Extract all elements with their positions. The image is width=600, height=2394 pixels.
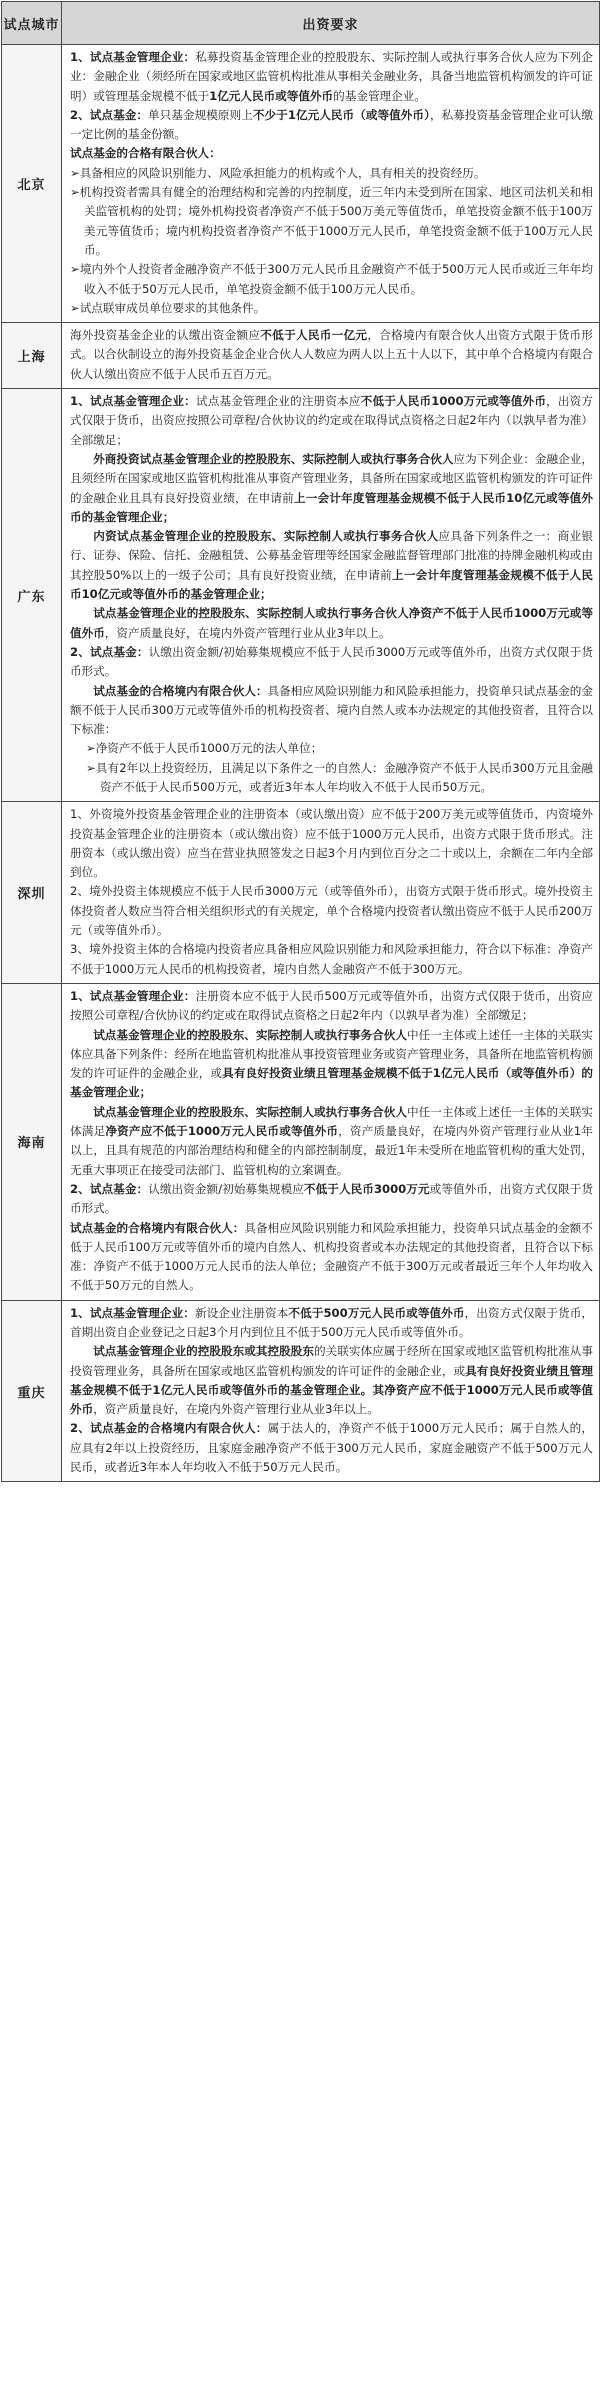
table-header-row <box>2 2 600 45</box>
text: 单只基金规模原则上 <box>148 107 253 122</box>
requirement-cell <box>62 983 600 1300</box>
requirement-paragraph <box>70 604 593 643</box>
bold-text: 不低于500万元人民币或等值外币 <box>288 1305 465 1320</box>
text: 2、境外投资主体规模应不低于人民币3000万元（或等值外币），出资方式限于货币形式。境外投资主体投资者人数应当符合相关组织形式的有关规定，单个合格境内投资者认缴出资应不低于人民币200万元（或等值外币）。 <box>70 884 593 938</box>
text: 中任一主体或上述任一主体的关联实体应具备下列条件：经所在地监管机构批准从事投资管理业务或资产管理业务，具备所在地监管机构颁发的许可证件的金融企业，或 <box>70 1027 593 1081</box>
table-row <box>2 983 600 1300</box>
text: ，出资方式仅限于货币，首期出资自企业登记之日起3个月内到位且不低于500万元人民币或等值外币。 <box>70 1305 593 1339</box>
requirement-paragraph <box>70 1219 593 1296</box>
bold-text: 不低于人民币一亿元 <box>260 328 368 343</box>
bold-text: 具有良好投资业绩且管理基金规模不低于1亿元人民币（或等值外币）的基金管理企业； <box>70 1066 593 1100</box>
table-row <box>2 802 600 984</box>
requirement-paragraph <box>70 940 593 979</box>
bold-text: 具有良好投资业绩且管理基金规模不低于1亿元人民币或等值外币的基金管理企业。其净资产应不低于1000万元人民币或等值外币 <box>70 1363 593 1417</box>
text: 1、外资境外投资基金管理企业的注册资本（或认缴出资）应不低于200万美元或等值货币，内资境外投资基金管理企业的注册资本（或认缴出资）应不低于1000万元人民币，出资方式限于货币形式。注册资本（或认缴出资）应当在营业执照签发之日起3个月内到位百分之二十或以上，余额在二年内全部到位。 <box>70 807 593 880</box>
requirement-paragraph <box>70 882 593 940</box>
bold-text: 2、试点基金的合格境内有限合伙人： <box>70 1421 268 1436</box>
bold-text: 试点基金管理企业的控股股东、实际控制人或执行事务合伙人 <box>93 1027 408 1042</box>
header-city: 试点城市 <box>2 2 62 45</box>
requirement-paragraph <box>70 106 593 145</box>
bold-text: 试点基金的合格境内有限合伙人： <box>93 683 268 698</box>
text: 具备相应风险识别能力和风险承担能力，投资单只试点基金的金额不低于人民币300万元或等值外币的机构投资者、境内自然人或本办法规定的其他投资者，且符合以下标准： <box>70 683 593 737</box>
requirement-paragraph <box>70 759 593 798</box>
bold-text: 不低于人民币1000万元或等值外币 <box>360 394 547 409</box>
requirement-paragraph <box>70 1419 593 1477</box>
requirement-cell <box>62 323 600 389</box>
bold-text: 1、试点基金管理企业： <box>70 50 196 64</box>
requirement-cell <box>62 45 600 323</box>
bold-text: 1、试点基金管理企业： <box>70 394 196 409</box>
text: 认缴出资金额/初始募集规模应不低于人民币3000万元或等值外币，出资方式仅限于货币形式。 <box>70 644 593 679</box>
text: 或等值外币，出资方式仅限于货币形式。 <box>70 1181 593 1216</box>
text: 海外投资基金企业的认缴出资金额应 <box>70 328 261 343</box>
text: 新设企业注册资本 <box>194 1305 289 1320</box>
text: ➢净资产不低于人民币1000万元的法人单位； <box>86 741 323 756</box>
requirement-paragraph <box>70 144 593 163</box>
text: ，私募投资基金管理企业可认缴一定比例的基金份额。 <box>70 107 593 142</box>
table-row <box>2 323 600 389</box>
text: ➢具有2年以上投资经历，且满足以下条件之一的自然人：金融净资产不低于人民币300万元且金融资产不低于人民币500万元，或者近3年本人年均收入不低于人民币50万元。 <box>86 760 593 794</box>
text: 认缴出资金额/初始募集规模应 <box>148 1181 304 1196</box>
bold-text: 1、试点基金管理企业： <box>70 988 196 1003</box>
bold-text: 2、试点基金： <box>70 644 149 659</box>
text: ，资产质量良好，在境内外资产管理行业从业3年以上。 <box>104 625 391 640</box>
city-cell: 广东 <box>2 389 62 802</box>
text: 私募投资基金管理企业的控股股东、实际控制人或执行事务合伙人应为下列企业：金融企业（须经所在国家或地区监管机构批准从事相关金融业务，具备当地监管机构颁发的许可证明）或管理基金规模不低于 <box>70 50 593 103</box>
requirement-paragraph <box>70 805 593 882</box>
text: ➢境内外个人投资者金融净资产不低于300万元人民币且金融资产不低于500万元人民币或近三年年均收入不低于50万元人民币，单笔投资金额不低于100万元人民币。 <box>70 262 593 296</box>
bold-text: 不少于1亿元人民币（或等值外币） <box>252 107 430 122</box>
requirement-cell <box>62 1300 600 1482</box>
bold-text: 2、试点基金： <box>70 1181 149 1196</box>
bold-text: 1、试点基金管理企业： <box>70 1305 195 1320</box>
text: 应为下列企业：金融企业，且须经所在国家或地区监管机构批准从事资产管理业务，具备所在国家或地区监管机构颁发的许可证件的金融企业且具有良好投资业绩，在申请前 <box>70 451 593 505</box>
text: 具备相应风险识别能力和风险承担能力，投资单只试点基金的金额不低于人民币100万元或等值外币的境内自然人、机构投资者或本办法规定的其他投资者，且符合以下标准：净资产不低于1000万元人民币的法人单位；金融资产不低于300万元或者最近三年个人年均收入不低于50万元的自然人。 <box>70 1220 593 1293</box>
requirement-paragraph <box>70 1342 593 1419</box>
requirement-paragraph <box>70 450 593 527</box>
requirement-paragraph <box>70 1103 593 1180</box>
table-row <box>2 389 600 802</box>
bold-text: 试点基金管理企业的控股股东或其控股股东 <box>93 1344 315 1359</box>
bold-text: 试点基金管理企业的控股股东、实际控制人或执行事务合伙人净资产不低于人民币1000万元或等值外币 <box>70 606 593 640</box>
text: 试点基金管理企业的注册资本应 <box>195 394 361 409</box>
text: ，合格境内有限合伙人出资方式限于货币形式。以合伙制设立的海外投资基金企业合伙人人数应为两人以上五十人以下，其中单个合格境内有限合伙人认缴出资应不低于人民币五百万元。 <box>70 328 593 381</box>
text: 的关联实体应属于经所在国家或地区监管机构批准从事投资管理业务，具备所在国家或地区监管机构颁发的许可证件的金融企业，或 <box>70 1344 593 1378</box>
bold-text: 试点基金管理企业的控股股东、实际控制人或执行事务合伙人 <box>93 1104 408 1119</box>
bold-text: 上一会计年度管理基金规模不低于人民币10亿元或等值外币的基金管理企业； <box>70 490 593 524</box>
table-row <box>2 45 600 323</box>
header-requirement: 出资要求 <box>62 2 600 45</box>
text: ，资产质量良好，在境内外资产管理行业从业3年以上。 <box>93 1402 379 1417</box>
bold-text: 上一会计年度管理基金规模不低于人民币10亿元或等值外币的基金管理企业； <box>70 567 593 602</box>
requirement-paragraph <box>70 299 593 318</box>
text: ➢试点联审成员单位要求的其他条件。 <box>70 300 266 315</box>
bold-text: 不低于人民币3000万元 <box>303 1181 430 1196</box>
text: 3、境外投资主体的合格境内投资者应具备相应风险识别能力和风险承担能力，符合以下标准：净资产不低于1000万元人民币的机构投资者，境内自然人金融资产不低于300万元。 <box>70 942 593 976</box>
bold-text: 外商投资试点基金管理企业的控股股东、实际控制人或执行事务合伙人 <box>93 451 454 466</box>
text: 注册资本应不低于人民币500万元或等值外币，出资方式仅限于货币，出资应按照公司章程/合伙协议的约定或在取得试点资格之日起2年内（以孰早者为准）全部缴足； <box>70 988 593 1023</box>
requirement-paragraph <box>70 260 593 299</box>
city-cell: 北京 <box>2 45 62 323</box>
text: 的基金管理企业。 <box>333 88 426 103</box>
requirement-paragraph <box>70 1304 593 1343</box>
text: ，出资方式仅限于货币，出资应按照公司章程/合伙协议的约定或在取得试点资格之日起2年内（以孰早者为准）全部缴足； <box>70 394 593 447</box>
requirement-paragraph <box>70 392 593 450</box>
city-cell: 重庆 <box>2 1300 62 1482</box>
requirement-paragraph <box>70 164 593 183</box>
requirement-paragraph <box>70 326 593 384</box>
bold-text: 试点基金的合格有限合伙人： <box>70 146 221 161</box>
bold-text: 1亿元人民币或等值外币 <box>209 88 334 103</box>
requirement-paragraph <box>70 1180 593 1219</box>
text: ，资产质量良好，在境内外资产管理行业从业1年以上，且具有规范的内部治理结构和健全的内部控制制度，最近1年未受所在地监管机构的重大处罚，无重大事项正在接受司法部门、监管机构的立案调查。 <box>70 1124 593 1177</box>
requirements-table <box>1 1 600 1482</box>
requirement-paragraph <box>70 682 593 740</box>
requirement-paragraph <box>70 48 593 106</box>
table-row <box>2 1300 600 1482</box>
requirement-paragraph <box>70 183 593 260</box>
requirement-cell <box>62 802 600 984</box>
requirement-cell <box>62 389 600 802</box>
bold-text: 2、试点基金： <box>70 107 149 122</box>
bold-text: 试点基金的合格境内有限合伙人： <box>70 1220 245 1235</box>
requirement-paragraph <box>70 987 593 1026</box>
city-cell: 深圳 <box>2 802 62 984</box>
text: ➢机构投资者需具有健全的治理结构和完善的内控制度，近三年内未受到所在国家、地区司法机关和相关监管机构的处罚；境外机构投资者净资产不低于500万美元等值货币，单笔投资金额不低于100万美元等值货币；境内机构投资者净资产不低于1000万元人民币，单笔投资金额不低于100万元人民币。 <box>70 185 593 257</box>
text: 属于法人的，净资产不低于1000万元人民币；属于自然人的，应具有2年以上投资经历，且家庭金融净资产不低于300万元人民币，家庭金融资产不低于500万元人民币，或者近3年本人年均收入不低于50万元人民币。 <box>70 1421 593 1475</box>
text: 应具备下列条件之一：商业银行、证券、保险、信托、金融租赁、公募基金管理等经国家金融监督管理部门批准的持牌金融机构或由其控股50%以上的一级子公司；具有良好投资业绩，在申请前 <box>70 529 593 582</box>
city-cell: 上海 <box>2 323 62 389</box>
text: 中任一主体或上述任一主体的关联实体满足 <box>70 1104 593 1139</box>
requirement-paragraph <box>70 1026 593 1103</box>
text: ➢具备相应的风险识别能力、风险承担能力的机构或个人，具有相关的投资经历。 <box>70 165 486 180</box>
requirement-paragraph <box>70 643 593 682</box>
requirement-paragraph <box>70 527 593 604</box>
requirement-paragraph <box>70 739 593 758</box>
bold-text: 内资试点基金管理企业的控股股东、实际控制人或执行事务合伙人 <box>93 529 439 544</box>
city-cell: 海南 <box>2 983 62 1300</box>
bold-text: 净资产应不低于1000万元人民币或等值外币 <box>105 1124 339 1139</box>
